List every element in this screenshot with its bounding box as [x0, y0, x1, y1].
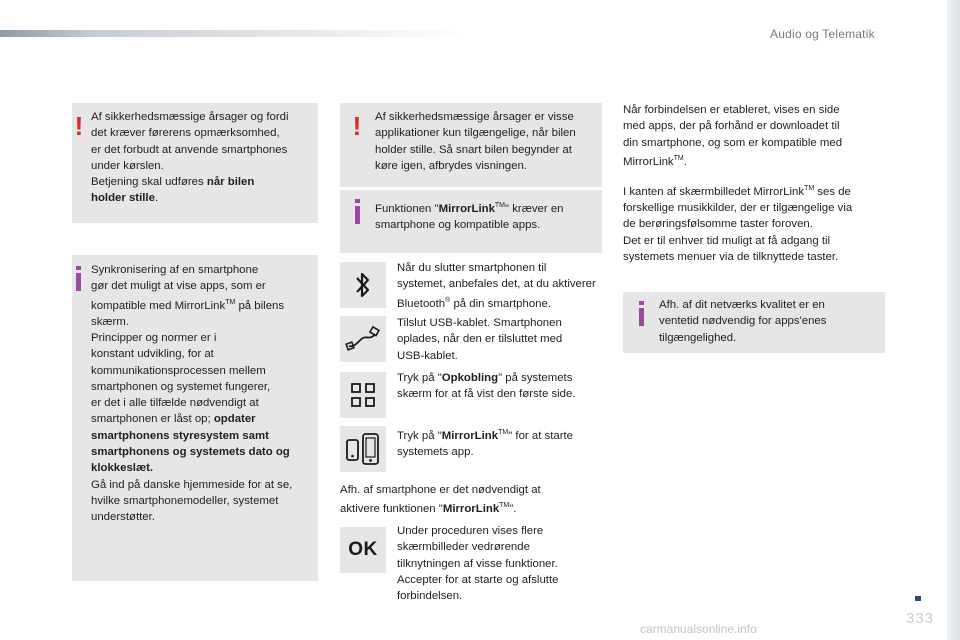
step-text: Bluetooth — [397, 297, 446, 310]
mirrorlink-icon-box — [340, 426, 386, 472]
info-icon — [76, 273, 81, 291]
info-text-bold: smartphonens og systemets dato og — [91, 446, 290, 459]
ok-button-box — [340, 527, 386, 573]
body-text: MirrorLink — [623, 155, 674, 168]
step-text: Under proceduren vises flere — [397, 525, 544, 537]
info-text-bold: klokkeslæt. — [91, 462, 154, 475]
info-text: Gå ind på danske hjemmeside for at se, — [91, 478, 293, 491]
body-text: Det er til enhver tid muligt at få adgang til — [623, 234, 831, 247]
info-text: kommunikationsprocessen mellem — [91, 364, 266, 377]
info-text-bold: smartphonens styresystem samt — [91, 429, 269, 442]
warning-text: Betjening skal udføres — [91, 176, 207, 189]
step-text: skærmbilleder vedrørende — [397, 541, 530, 554]
info-text: kompatible med MirrorLink — [91, 299, 226, 312]
mirrorlink-label: MirrorLink — [441, 429, 499, 442]
warning-text-bold: holder stille — [91, 192, 155, 205]
registered-sup: ® — [445, 296, 451, 304]
info-text: smartphonen er låst op; — [91, 413, 214, 426]
info-text: er det i alle tilfælde nødvendigt at — [91, 397, 259, 410]
step-text: Accepter for at starte og afslutte — [397, 573, 559, 586]
body-text: forskellige musikkilder, der er tilgængelige via — [623, 202, 853, 215]
info-text: hvilke smartphonemodeller, systemet — [91, 494, 279, 507]
note-text: aktivere funktionen " — [340, 503, 443, 516]
warning-text: holder stille. Så snart bilen begynder at — [375, 143, 572, 156]
mirrorlink-label: MirrorLink — [438, 202, 495, 215]
info-text: tilgængelighed. — [659, 331, 737, 344]
info-text: Synkronisering af en smartphone — [91, 264, 259, 276]
body-text: de berøringsfølsomme taster foroven. — [623, 218, 813, 231]
usb-cable-icon — [345, 326, 381, 352]
page-marker — [915, 596, 921, 601]
warning-text: . — [154, 192, 159, 205]
mirrorlink-requirement-info-box — [340, 190, 602, 253]
info-text: gør det muligt at vise apps, som er — [91, 280, 266, 293]
info-icon — [355, 206, 360, 224]
bluetooth-icon — [352, 270, 374, 300]
body-text: systemets menuer via de tilknyttede taster. — [623, 250, 839, 263]
network-quality-info-box — [623, 292, 885, 353]
warning-text: under kørslen. — [91, 159, 164, 172]
bluetooth-icon-box — [340, 262, 386, 308]
trademark-sup: TM — [498, 429, 509, 436]
step-text: " på systemets — [498, 372, 573, 384]
info-text: ventetid nødvendig for apps'enes — [659, 315, 827, 328]
warning-text: det kræver førerens opmærksomhed, — [91, 127, 280, 140]
body-text: Når forbindelsen er etableret, vises en side — [623, 104, 840, 116]
body-text: . — [683, 155, 687, 168]
warning-text: Af sikkerhedsmæssige årsager og fordi — [91, 111, 289, 123]
synchronization-info-box — [72, 255, 318, 581]
step-text: oplades, når den er tilsluttet med — [397, 333, 563, 346]
header-bar — [0, 30, 470, 37]
trademark-sup: TM — [494, 202, 506, 209]
step-text: tilknytningen af visse funktioner. — [397, 557, 558, 570]
step-text: forbindelsen. — [397, 590, 463, 603]
info-text: på bilens — [235, 299, 285, 312]
step-text: " for at starte — [508, 429, 574, 442]
warning-text: Af sikkerhedsmæssige årsager er visse — [375, 111, 574, 123]
ok-button-label: OK — [348, 539, 378, 560]
info-text: Principper og normer er i — [91, 331, 217, 344]
body-text: med apps, der på forhånd er downloadet til — [623, 120, 840, 133]
note-text: ". — [509, 503, 517, 516]
step-text: systemet, anbefales det, at du aktiverer — [397, 278, 596, 291]
step-text: Tryk på " — [397, 429, 442, 442]
page-number: 333 — [906, 610, 935, 627]
section-title: Audio og Telematik — [770, 27, 875, 41]
trademark-sup: TM — [673, 154, 684, 162]
watermark: carmanualsonline.info — [640, 622, 757, 636]
safety-warning-box — [72, 103, 318, 223]
warning-text: køre igen, afbrydes visningen. — [375, 159, 527, 172]
step-text: Tryk på " — [397, 372, 442, 384]
mirrorlink-phone-icon — [344, 431, 382, 467]
opkobling-label: Opkobling — [441, 372, 499, 384]
step-text: Tilslut USB-kablet. Smartphonen — [397, 317, 562, 329]
info-text: konstant udvikling, for at — [91, 348, 214, 361]
body-text: ses de — [814, 185, 851, 198]
warning-text: er det forbudt at anvende smartphones — [91, 143, 288, 156]
info-text: skærm. — [91, 315, 129, 328]
body-text: din smartphone, og som er kompatible med — [623, 136, 843, 149]
step-text: skærm for at få vist den første side. — [397, 388, 576, 401]
usb-cable-icon-box — [340, 316, 386, 362]
trademark-sup: TM — [804, 185, 815, 192]
info-text: smartphone og kompatible apps. — [375, 219, 541, 232]
warning-text: applikationer kun tilgængelige, når bilen — [375, 127, 576, 140]
info-icon — [639, 308, 644, 326]
info-text: " kræver en — [505, 202, 564, 215]
body-text: I kanten af skærmbilledet MirrorLink — [623, 185, 805, 198]
trademark-sup: TM — [225, 298, 236, 306]
app-availability-warning-box — [340, 103, 602, 187]
exclamation-icon: ! — [352, 111, 362, 141]
trademark-sup: TM — [499, 502, 510, 510]
step-text: Når du slutter smartphonen til — [397, 262, 547, 274]
info-text: Funktionen " — [375, 202, 439, 215]
exclamation-icon: ! — [74, 111, 84, 141]
info-text: smartphonen og systemet fungerer, — [91, 380, 271, 393]
note-text: Afh. af smartphone er det nødvendigt at — [340, 484, 541, 496]
apps-grid-icon — [350, 382, 376, 408]
warning-text-bold: når bilen — [206, 176, 255, 189]
step-text: systemets app. — [397, 446, 474, 459]
mirrorlink-label: MirrorLink — [442, 503, 500, 516]
step-text: USB-kablet. — [397, 349, 458, 362]
info-text: understøtter. — [91, 511, 155, 524]
info-text-bold: opdater — [213, 413, 256, 426]
step-text: på din smartphone. — [450, 297, 551, 310]
apps-grid-icon-box — [340, 372, 386, 418]
page-edge-strip — [947, 0, 960, 640]
info-text: Afh. af dit netværks kvalitet er en — [659, 299, 825, 311]
